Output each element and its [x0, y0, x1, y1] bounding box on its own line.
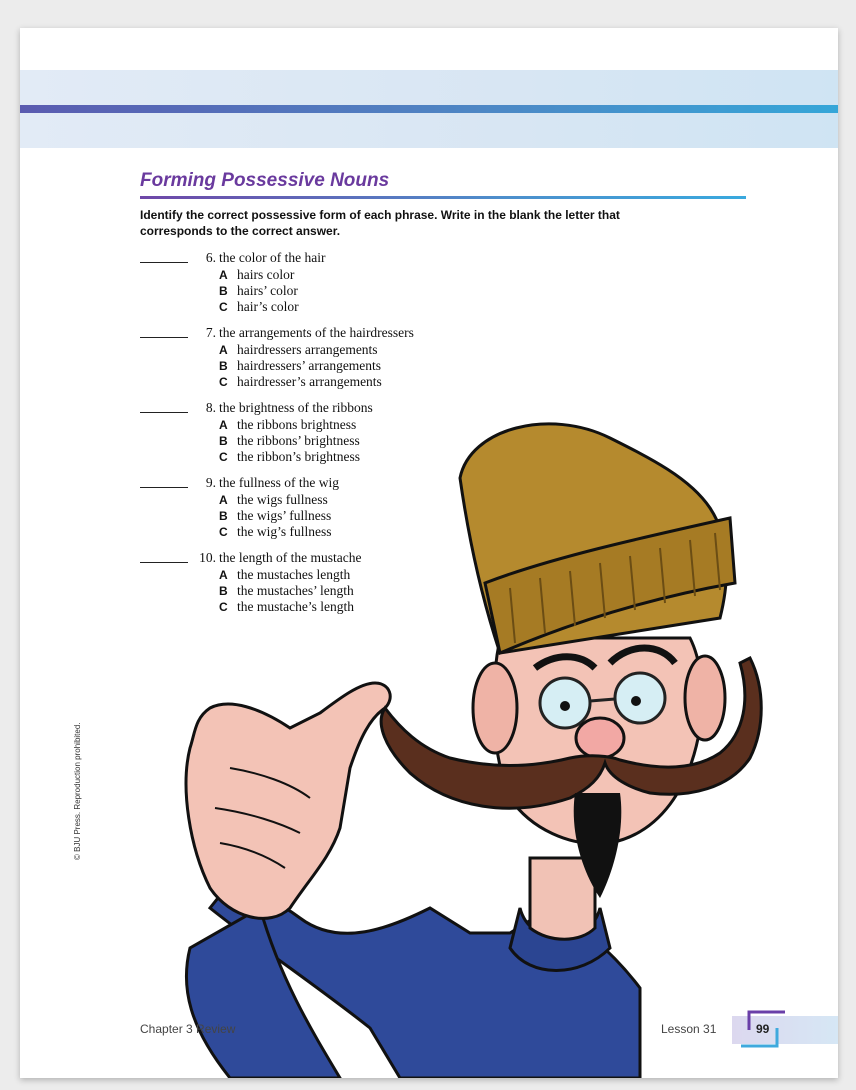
option-text: the mustaches’ length	[237, 583, 354, 598]
option-a	[219, 567, 520, 583]
option-text: hairdresser’s arrangements	[237, 374, 382, 389]
option-b	[219, 583, 520, 599]
question-number: 9.	[205, 475, 216, 490]
option-letter: B	[219, 359, 228, 373]
title-underline	[140, 196, 746, 199]
copyright-notice: © BJU Press. Reproduction prohibited.	[73, 722, 82, 860]
option-letter: A	[219, 493, 228, 507]
question-10	[140, 550, 520, 615]
question-number: 6.	[205, 250, 216, 265]
question-prompt: the fullness of the wig	[219, 475, 339, 490]
workbook-page	[20, 28, 838, 1078]
option-text: hairdressers arrangements	[237, 342, 378, 357]
page-number: 99	[756, 1022, 770, 1036]
option-text: the ribbon’s brightness	[237, 449, 360, 464]
question-number: 8.	[205, 400, 216, 415]
option-b	[219, 358, 520, 374]
question-prompt: the length of the mustache	[219, 550, 362, 565]
footer-chapter: Chapter 3 Review	[140, 1022, 236, 1036]
section-title: Forming Possessive Nouns	[140, 170, 390, 191]
option-letter: C	[219, 600, 228, 614]
option-letter: A	[219, 418, 228, 432]
option-letter: A	[219, 343, 228, 357]
answer-blank[interactable]	[140, 562, 188, 563]
answer-blank[interactable]	[140, 262, 188, 263]
option-letter: C	[219, 300, 228, 314]
option-c	[219, 449, 520, 465]
option-b	[219, 283, 520, 299]
header-stripe	[20, 105, 838, 113]
option-letter: A	[219, 268, 228, 282]
option-a	[219, 267, 520, 283]
option-text: hairdressers’ arrangements	[237, 358, 382, 373]
option-letter: B	[219, 434, 228, 448]
question-9	[140, 475, 520, 540]
option-text: the mustaches length	[237, 567, 351, 582]
option-text: hairs color	[237, 267, 295, 282]
option-letter: A	[219, 568, 228, 582]
question-prompt: the color of the hair	[219, 250, 326, 265]
option-text: the ribbons brightness	[237, 417, 357, 432]
answer-blank[interactable]	[140, 412, 188, 413]
answer-blank[interactable]	[140, 337, 188, 338]
option-letter: B	[219, 284, 228, 298]
option-a	[219, 492, 520, 508]
option-text: the wigs’ fullness	[237, 508, 332, 523]
option-letter: B	[219, 584, 228, 598]
option-b	[219, 508, 520, 524]
option-letter: C	[219, 450, 228, 464]
footer-lesson: Lesson 31	[661, 1022, 717, 1036]
question-prompt: the arrangements of the hairdressers	[219, 325, 414, 340]
option-text: the ribbons’ brightness	[237, 433, 360, 448]
option-letter: C	[219, 375, 228, 389]
instructions: Identify the correct possessive form of each phrase. Write in the blank the letter that corresponds to the correct answer.	[140, 208, 620, 238]
option-letter: C	[219, 525, 228, 539]
option-text: the wigs fullness	[237, 492, 328, 507]
option-text: hairs’ color	[237, 283, 298, 298]
option-b	[219, 433, 520, 449]
question-prompt: the brightness of the ribbons	[219, 400, 373, 415]
option-c	[219, 374, 520, 390]
option-c	[219, 524, 520, 540]
answer-blank[interactable]	[140, 487, 188, 488]
question-6	[140, 250, 520, 315]
question-number: 7.	[205, 325, 216, 340]
option-text: the mustache’s length	[237, 599, 354, 614]
question-number: 10.	[199, 550, 216, 565]
option-letter: B	[219, 509, 228, 523]
question-8	[140, 400, 520, 465]
option-text: hair’s color	[237, 299, 299, 314]
option-c	[219, 299, 520, 315]
question-7	[140, 325, 520, 390]
option-text: the wig’s fullness	[237, 524, 332, 539]
option-a	[219, 417, 520, 433]
option-a	[219, 342, 520, 358]
option-c	[219, 599, 520, 615]
